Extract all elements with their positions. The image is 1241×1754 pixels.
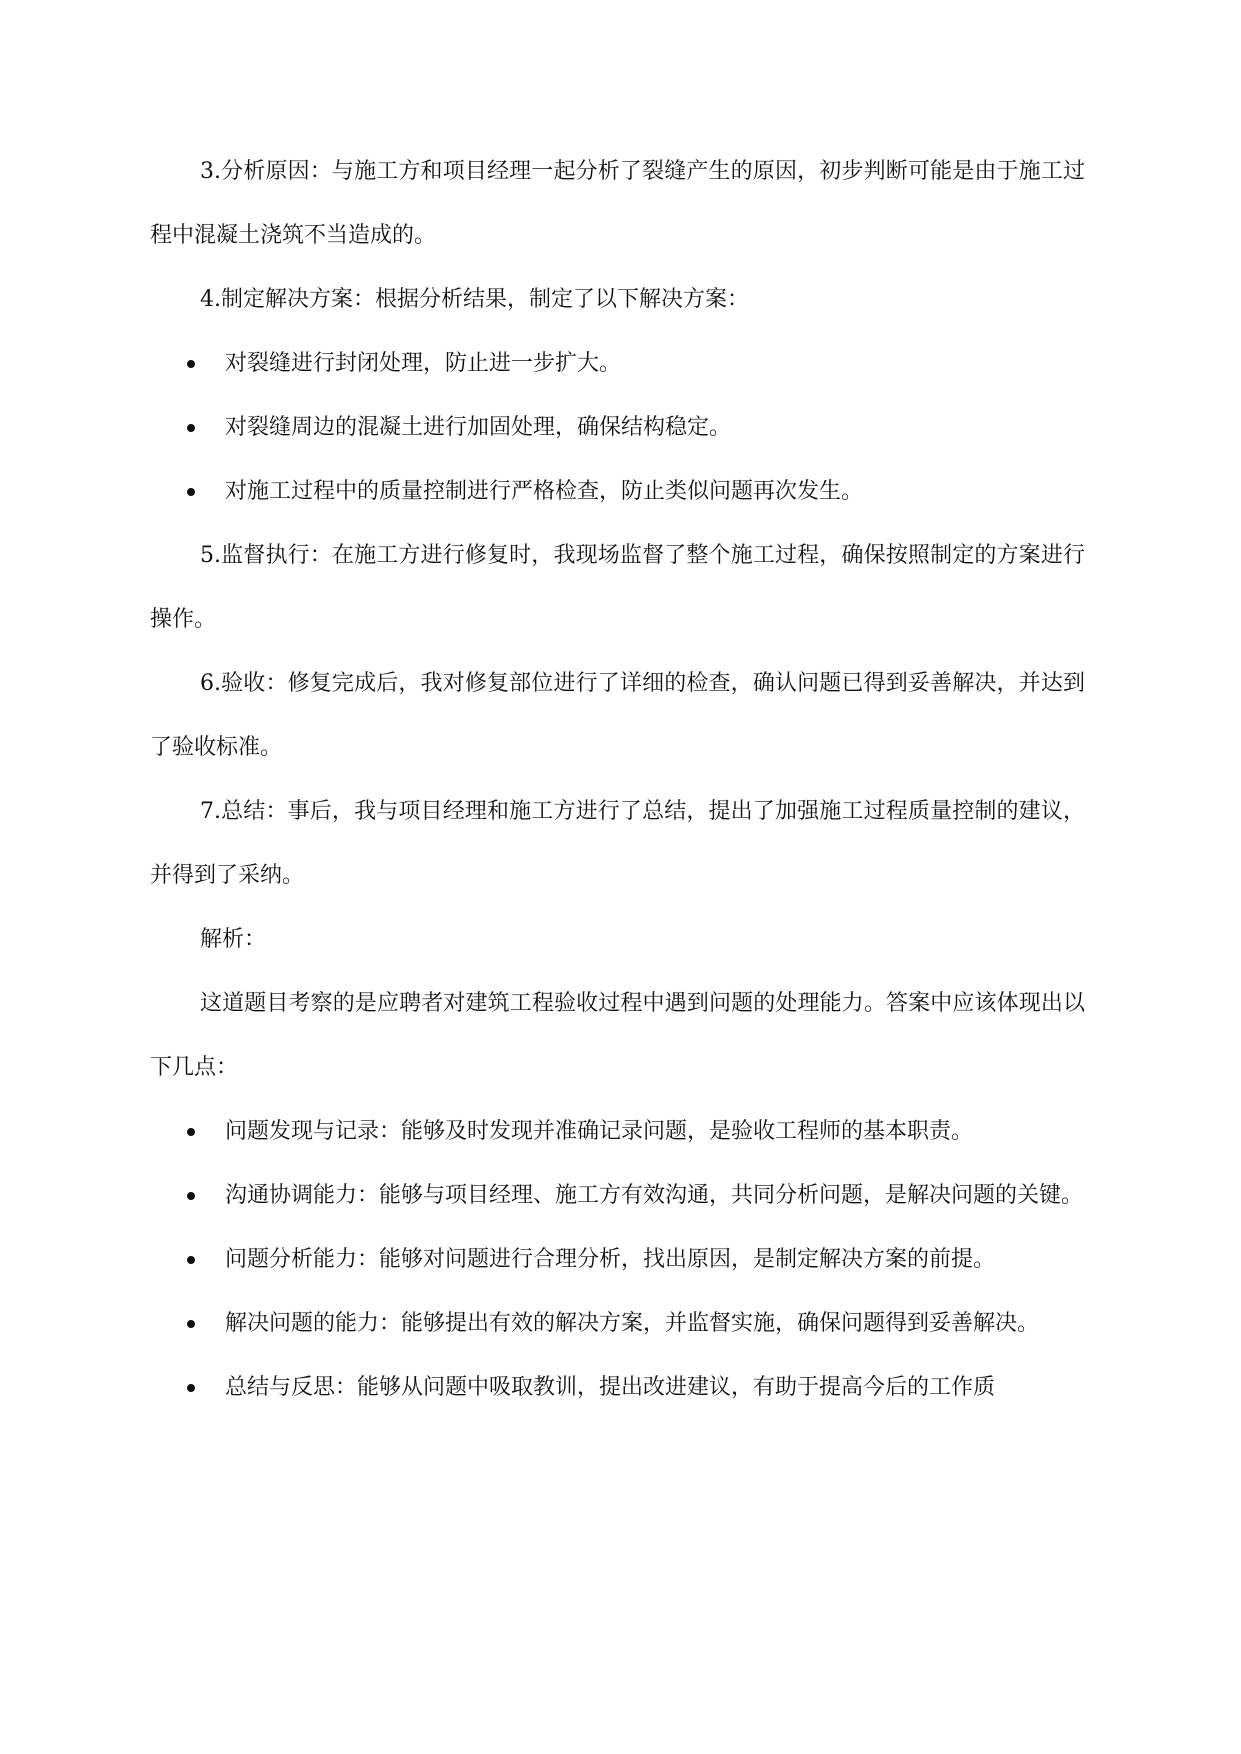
step-7-paragraph <box>150 780 1085 908</box>
step-4-paragraph <box>150 268 1085 332</box>
bullet-text: 沟通协调能力：能够与项目经理、施工方有效沟通，共同分析问题，是解决问题的关键。 <box>225 1183 1084 1208</box>
analysis-point-item <box>150 1356 1085 1420</box>
step-text: 制定解决方案：根据分析结果，制定了以下解决方案： <box>221 287 750 312</box>
solution-bullet-item <box>150 332 1085 396</box>
step-5-paragraph <box>150 524 1085 652</box>
step-6-paragraph <box>150 652 1085 780</box>
analysis-intro: 这道题目考察的是应聘者对建筑工程验收过程中遇到问题的处理能力。答案中应该体现出以下几点： <box>150 991 1085 1080</box>
bullet-icon <box>187 1356 197 1420</box>
analysis-point-item <box>150 1228 1085 1292</box>
bullet-text: 对裂缝进行封闭处理，防止进一步扩大。 <box>225 351 622 376</box>
step-number: 3. <box>200 159 221 184</box>
bullet-text: 对裂缝周边的混凝土进行加固处理，确保结构稳定。 <box>225 415 732 440</box>
bullet-icon <box>187 332 197 396</box>
solution-bullet-item <box>150 396 1085 460</box>
bullet-text: 解决问题的能力：能够提出有效的解决方案，并监督实施，确保问题得到妥善解决。 <box>225 1311 1040 1336</box>
bullet-icon <box>187 1292 197 1356</box>
bullet-text: 问题分析能力：能够对问题进行合理分析，找出原因，是制定解决方案的前提。 <box>225 1247 996 1272</box>
analysis-point-item <box>150 1164 1085 1228</box>
bullet-icon <box>187 396 197 460</box>
bullet-text: 对施工过程中的质量控制进行严格检查，防止类似问题再次发生。 <box>225 479 864 504</box>
analysis-point-item <box>150 1100 1085 1164</box>
step-number: 5. <box>200 543 221 568</box>
analysis-heading: 解析： <box>200 927 267 952</box>
analysis-point-item <box>150 1292 1085 1356</box>
bullet-icon <box>187 1164 197 1228</box>
bullet-text: 问题发现与记录：能够及时发现并准确记录问题，是验收工程师的基本职责。 <box>225 1119 974 1144</box>
bullet-text: 总结与反思：能够从问题中吸取教训，提出改进建议，有助于提高今后的工作质 <box>225 1375 996 1400</box>
step-number: 6. <box>200 671 221 696</box>
bullet-icon <box>187 460 197 524</box>
solution-bullet-list <box>150 332 1085 524</box>
step-text: 监督执行：在施工方进行修复时，我现场监督了整个施工过程，确保按照制定的方案进行操作。 <box>150 543 1085 632</box>
step-text: 总结：事后，我与项目经理和施工方进行了总结，提出了加强施工过程质量控制的建议，并得到了采纳。 <box>150 799 1085 888</box>
solution-bullet-item <box>150 460 1085 524</box>
step-text: 分析原因：与施工方和项目经理一起分析了裂缝产生的原因，初步判断可能是由于施工过程中混凝土浇筑不当造成的。 <box>150 159 1085 248</box>
document-body <box>150 140 1085 1420</box>
step-3-paragraph <box>150 140 1085 268</box>
analysis-point-list <box>150 1100 1085 1420</box>
bullet-icon <box>187 1228 197 1292</box>
step-number: 4. <box>200 287 221 312</box>
step-number: 7. <box>200 799 221 824</box>
step-text: 验收：修复完成后，我对修复部位进行了详细的检查，确认问题已得到妥善解决，并达到了验收标准。 <box>150 671 1085 760</box>
bullet-icon <box>187 1100 197 1164</box>
